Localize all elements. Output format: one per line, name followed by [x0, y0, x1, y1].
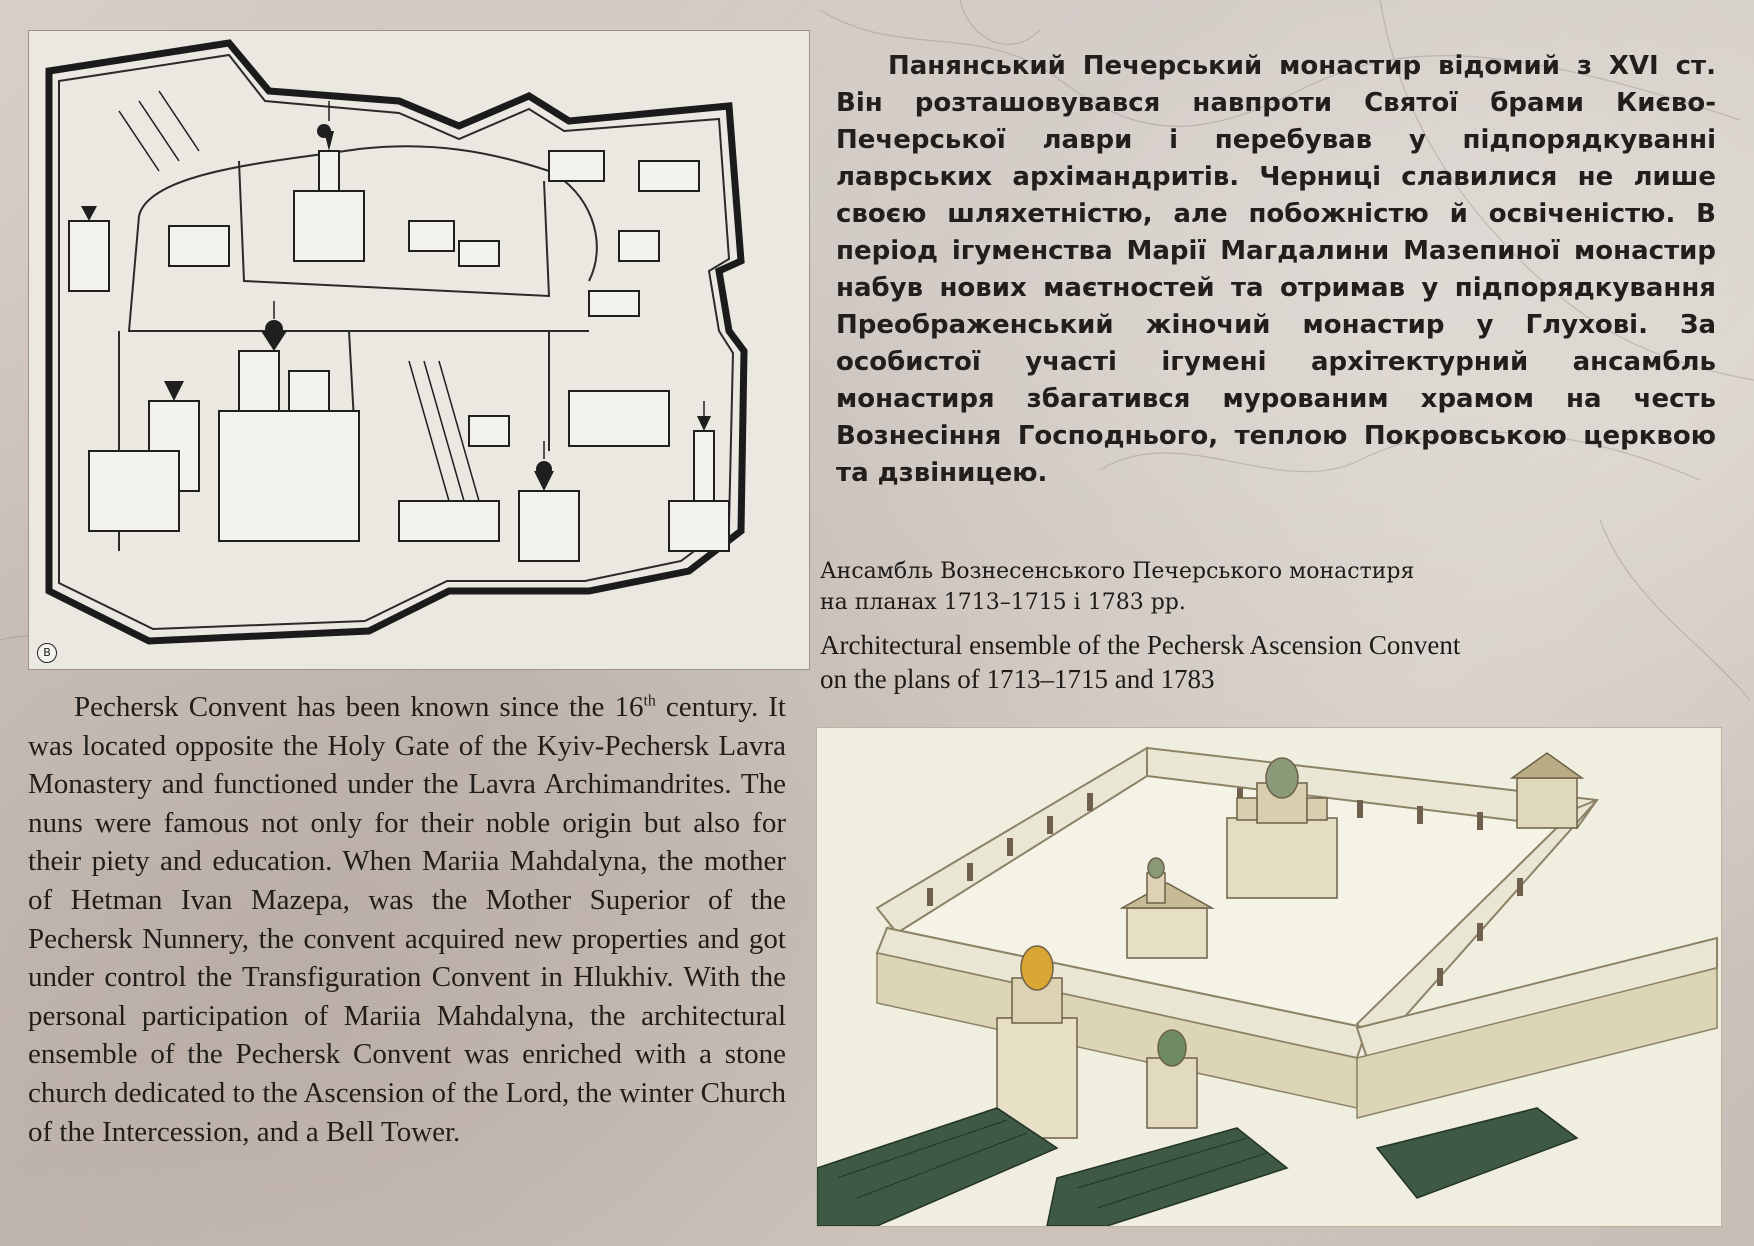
plan-1713-engraving — [28, 30, 810, 670]
fortress-plan-drawing — [29, 31, 809, 669]
plan-marker-letter: B — [37, 643, 57, 663]
en-paragraph-rest: century. It was located opposite the Holy Gate of the Kyiv-Pechersk Lavra Monastery and functioned under the Lavra Archimandrites. The nuns were famous not only for their noble origin but also for their piety and education. When Mariia Mahdalyna, the mother of Hetman Ivan Mazepa, was the Mother Superior of the Pechersk Nunnery, the convent acquired new properties and got under control the Transfiguration Convent in Hlukhiv. With the personal participation of Mariia Mahdalyna, the architectural ensemble of the Pechersk Convent was enriched with a stone church dedicated to the Ascension of the Lord, the winter Church of the Intercession, and a Bell Tower. — [28, 691, 786, 1148]
caption-english — [820, 628, 1720, 696]
english-paragraph — [28, 688, 786, 1151]
en-paragraph-start: Pechersk Convent has been known since the 16 — [74, 691, 644, 723]
caption-en-line1: Architectural ensemble of the Pechersk Ascension Convent — [820, 630, 1461, 660]
caption-ua-line1: Ансамбль Вознесенського Печерського монастиря — [820, 559, 1415, 584]
caption-ukrainian — [820, 556, 1720, 618]
convent-aerial-drawing — [817, 728, 1721, 1226]
plan-1783-drawing — [816, 727, 1722, 1227]
caption-en-line2: on the plans of 1713–1715 and 1783 — [820, 664, 1215, 694]
ordinal-superscript: th — [643, 692, 656, 710]
ukrainian-paragraph: Панянський Печерський монастир відомий з XVI ст. Він розташовувався навпроти Святої брами Києво-Печерської лаври і перебував у підпорядкуванні лаврських архімандритів. Черниці славилися не лише своєю шляхетністю, але побожністю й освіченістю. В період ігуменства Марії Магдалини Мазепиної монастир набув нових маєтностей та отримав у підпорядкування Преображенський жіночий монастир у Глухові. За особистої участі ігумені архітектурний ансамбль монастиря збагатився мурованим храмом на честь Вознесіння Господнього, теплою Покровською церквою та дзвіницею. — [836, 51, 1716, 488]
figure-captions — [820, 556, 1720, 696]
caption-ua-line2: на планах 1713–1715 і 1783 рр. — [820, 590, 1186, 615]
